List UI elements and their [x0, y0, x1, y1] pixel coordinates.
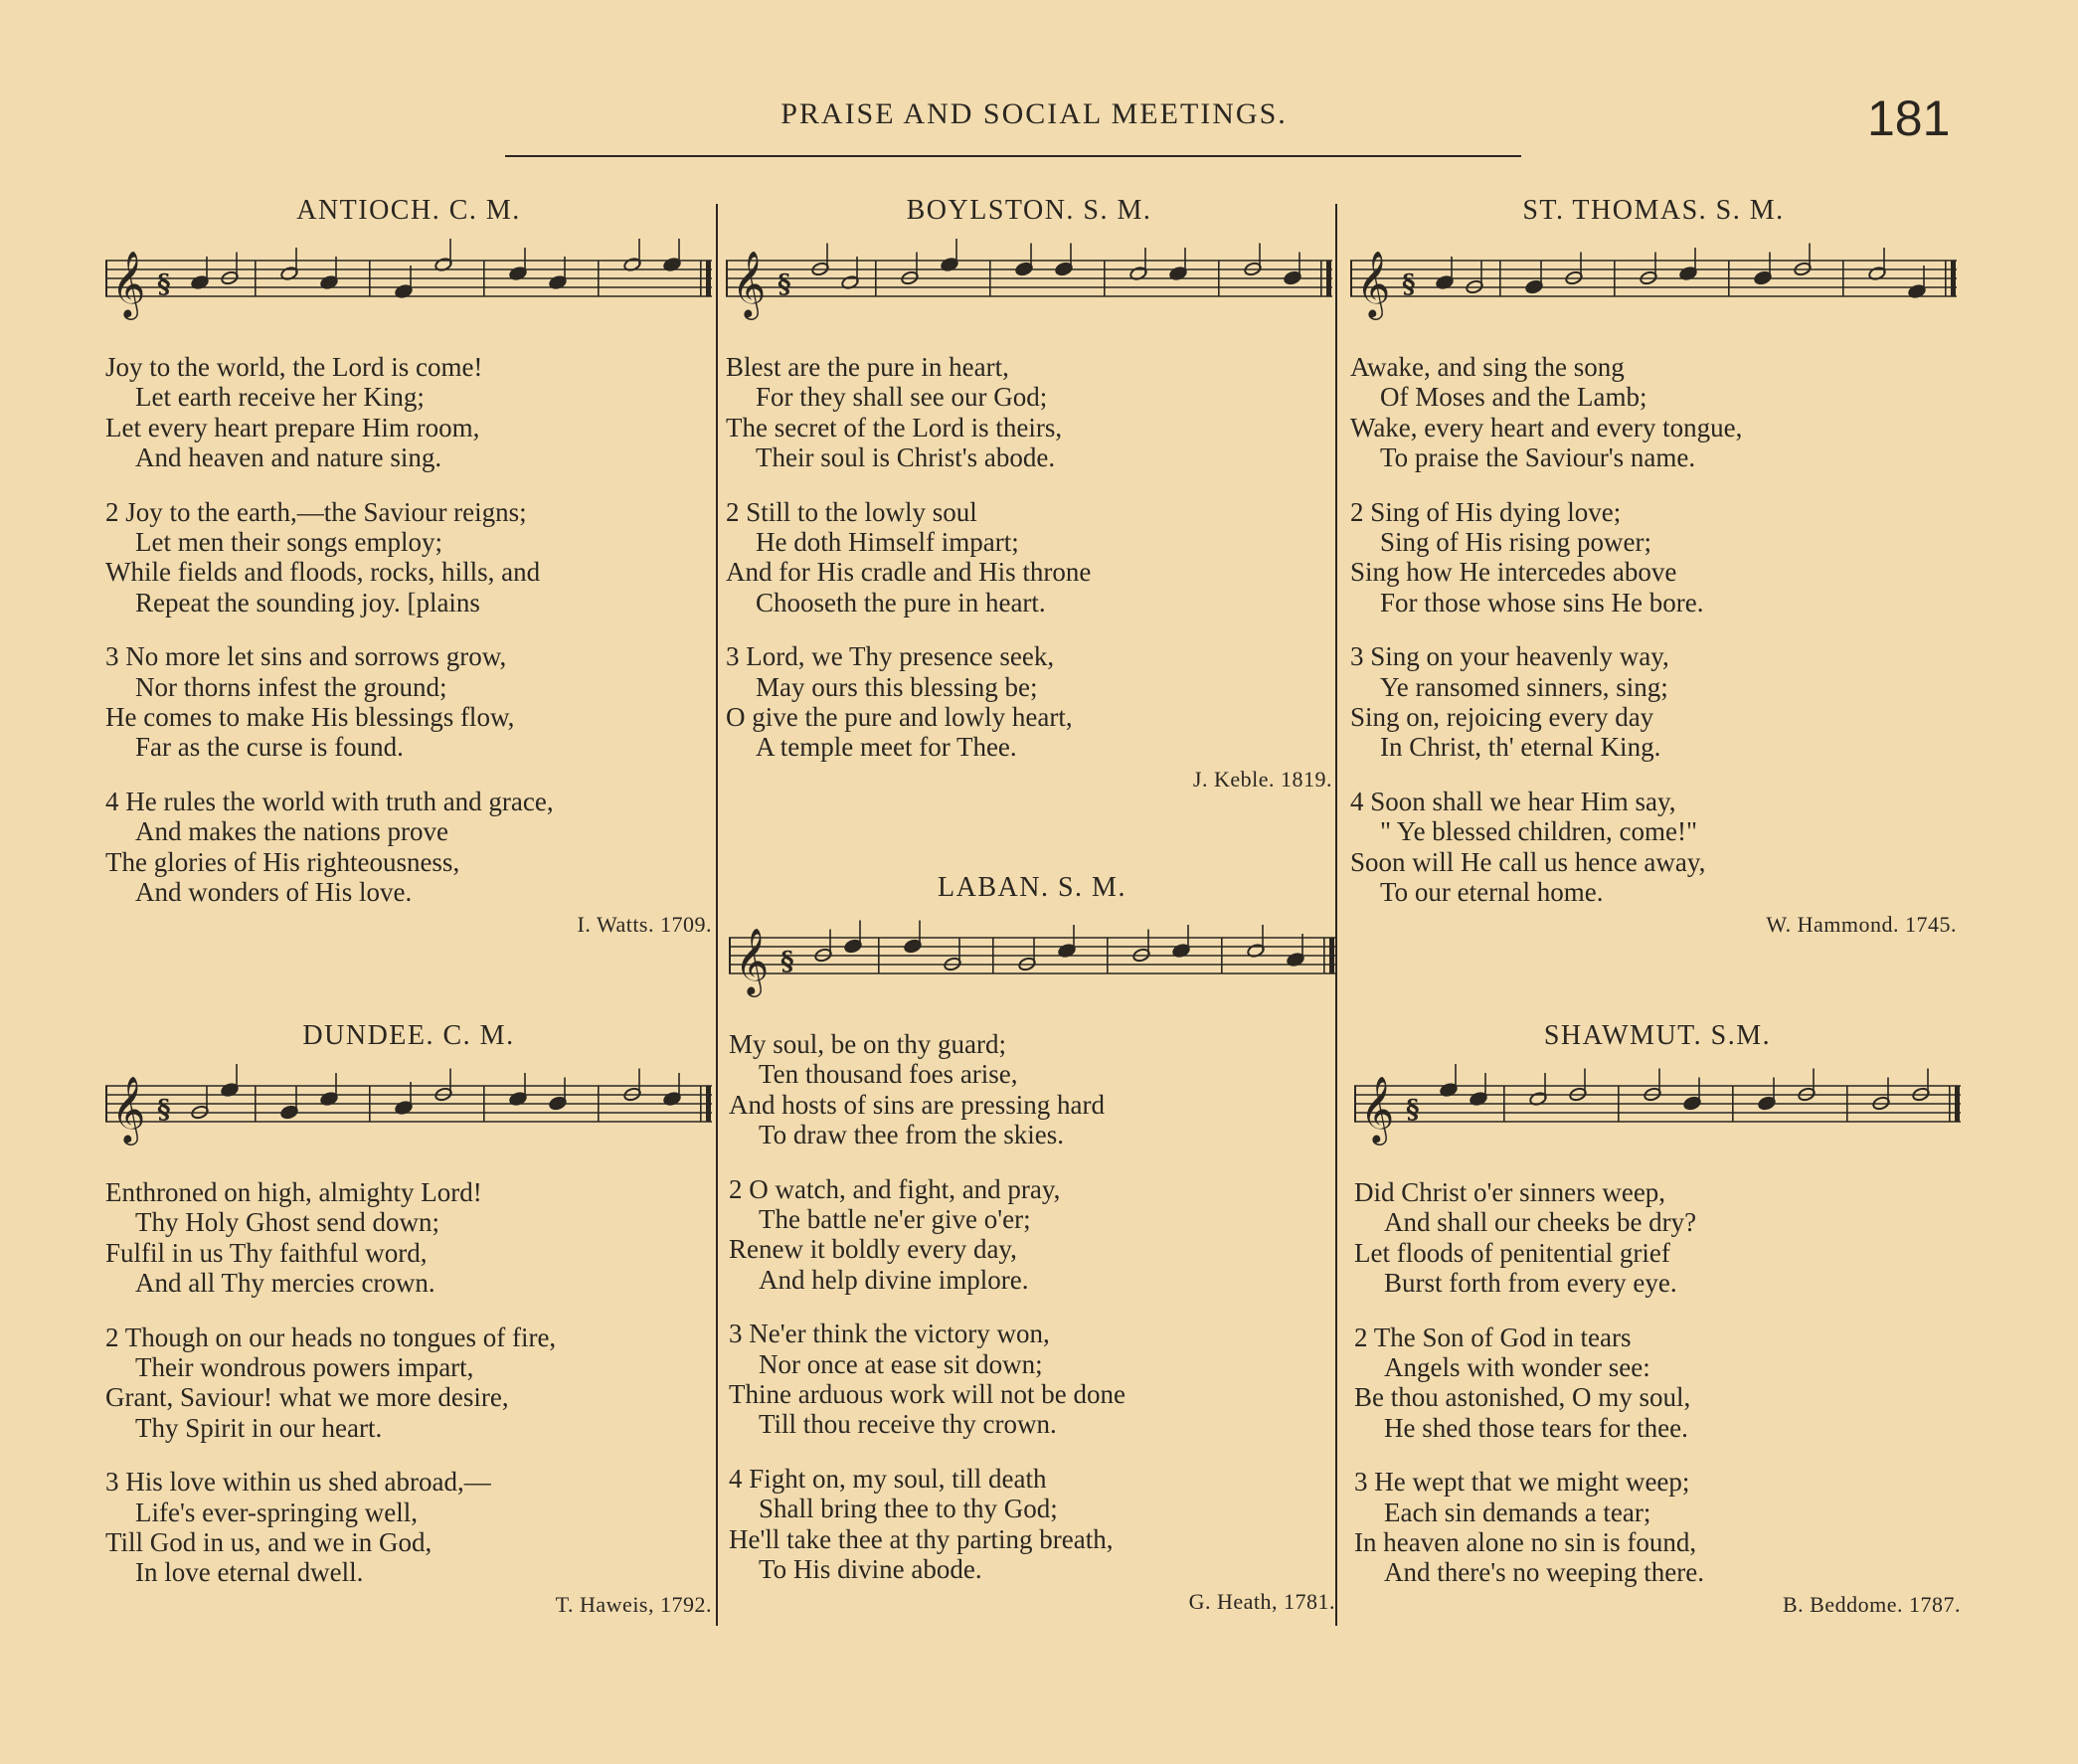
verse-line: May ours this blessing be;: [756, 671, 1038, 702]
author-attribution: G. Heath, 1781.: [1188, 1588, 1335, 1614]
tune-title: ST. THOMAS. S. M.: [1522, 195, 1785, 226]
hymn-text: [1354, 1177, 1961, 1588]
verse-line: Enthroned on high, almighty Lord!: [105, 1177, 482, 1207]
svg-text:§: §: [157, 1095, 171, 1125]
verse-line: And shall our cheeks be dry?: [1384, 1207, 1697, 1238]
verse-line: Thy Spirit in our heart.: [135, 1412, 383, 1443]
verse-line: Their wondrous powers impart,: [135, 1352, 474, 1383]
treble-clef-icon: 𝄞: [1360, 1075, 1395, 1143]
verse-line: The glories of His righteousness,: [105, 846, 460, 877]
verse-line: For they shall see our God;: [756, 382, 1048, 413]
music-staff-icon: [726, 249, 1332, 316]
verse-line: And heaven and nature sing.: [135, 442, 442, 473]
verse: [1350, 641, 1957, 763]
verse-line: 3 He wept that we might weep;: [1354, 1467, 1690, 1498]
verse: [729, 1319, 1335, 1440]
verse-line: " Ye blessed children, come!": [1380, 816, 1697, 847]
verse-line: The battle ne'er give o'er;: [759, 1204, 1031, 1235]
verse-line: Sing on, rejoicing every day: [1350, 702, 1654, 733]
hymn-text: [105, 352, 712, 908]
hymn-laban: [729, 868, 1335, 1615]
verse: [105, 787, 712, 908]
music-staff: [729, 926, 1335, 993]
page-number: 181: [1867, 90, 1951, 146]
music-staff-icon: [1350, 249, 1957, 316]
verse-line: He doth Himself impart;: [756, 527, 1019, 558]
verse-line: Sing how He intercedes above: [1350, 557, 1677, 588]
verse-line: Be thou astonished, O my soul,: [1354, 1382, 1691, 1413]
author-attribution: I. Watts. 1709.: [577, 911, 712, 937]
verse: [1354, 1177, 1961, 1299]
verse: [729, 1464, 1335, 1585]
tune-title: BOYLSTON. S. M.: [906, 195, 1152, 226]
verse: [105, 641, 712, 763]
verse-line: Their soul is Christ's abode.: [756, 442, 1056, 473]
verse-line: And all Thy mercies crown.: [135, 1268, 435, 1299]
treble-clef-icon: 𝄞: [735, 927, 770, 994]
music-staff-icon: [105, 1074, 712, 1142]
verse-line: 3 His love within us shed abroad,—: [105, 1467, 491, 1498]
music-staff: [1350, 249, 1957, 316]
verse-line: Till God in us, and we in God,: [105, 1527, 433, 1558]
hymn-text: [1350, 352, 1957, 908]
verse-line: 4 He rules the world with truth and grace,: [105, 786, 554, 816]
hymn-boylston: [726, 191, 1332, 793]
verse-line: Angels with wonder see:: [1384, 1352, 1650, 1383]
header-rule: [505, 155, 1521, 157]
verse-line: Let every heart prepare Him room,: [105, 412, 480, 442]
svg-text:§: §: [1402, 269, 1416, 299]
verse-line: He shed those tears for thee.: [1384, 1412, 1688, 1443]
music-staff: [1354, 1074, 1961, 1142]
verse: [105, 352, 712, 473]
tune-title: LABAN. S. M.: [938, 872, 1126, 903]
verse-line: 3 No more let sins and sorrows grow,: [105, 641, 507, 672]
verse-line: And wonders of His love.: [135, 877, 413, 908]
verse-line: Let men their songs employ;: [135, 527, 442, 558]
verse-line: Awake, and sing the song: [1350, 352, 1625, 382]
running-head: PRAISE AND SOCIAL MEETINGS.: [780, 97, 1288, 130]
treble-clef-icon: 𝄞: [1356, 250, 1391, 317]
verse-line: 2 The Son of God in tears: [1354, 1322, 1632, 1352]
verse: [729, 1174, 1335, 1296]
verse-line: And for His cradle and His throne: [726, 557, 1092, 588]
hymn-st-thomas: [1350, 191, 1957, 938]
svg-text:§: §: [778, 269, 791, 299]
verse-line: Let earth receive her King;: [135, 382, 425, 413]
verse-line: Thy Holy Ghost send down;: [135, 1207, 439, 1238]
svg-text:§: §: [1406, 1095, 1420, 1125]
hymn-text: [105, 1177, 712, 1588]
verse-line: 2 Sing of His dying love;: [1350, 496, 1622, 527]
verse-line: Blest are the pure in heart,: [726, 352, 1009, 382]
verse-line: The secret of the Lord is theirs,: [726, 412, 1063, 442]
verse-line: Fulfil in us Thy faithful word,: [105, 1237, 428, 1268]
music-staff-icon: [729, 926, 1335, 993]
verse-line: Repeat the sounding joy. [plains: [135, 587, 480, 617]
verse-line: To draw thee from the skies.: [759, 1120, 1065, 1150]
verse-line: 2 O watch, and fight, and pray,: [729, 1173, 1061, 1204]
verse-line: O give the pure and lowly heart,: [726, 702, 1073, 733]
verse-line: Grant, Saviour! what we more desire,: [105, 1382, 509, 1413]
verse-line: Ye ransomed sinners, sing;: [1380, 671, 1668, 702]
verse-line: 3 Lord, we Thy presence seek,: [726, 641, 1055, 672]
verse: [1354, 1467, 1961, 1588]
verse-line: To His divine abode.: [759, 1554, 982, 1585]
verse: [726, 352, 1332, 473]
verse: [1354, 1323, 1961, 1444]
verse-line: 3 Ne'er think the victory won,: [729, 1319, 1050, 1349]
music-staff: [726, 249, 1332, 316]
verse-line: A temple meet for Thee.: [756, 732, 1017, 763]
verse-line: Far as the curse is found.: [135, 732, 404, 763]
verse-line: In Christ, th' eternal King.: [1380, 732, 1661, 763]
verse-line: He'll take thee at thy parting breath,: [729, 1523, 1114, 1554]
verse: [729, 1029, 1335, 1150]
verse-line: Ten thousand foes arise,: [759, 1059, 1018, 1090]
author-attribution: B. Beddome. 1787.: [1783, 1591, 1961, 1617]
tune-title: DUNDEE. C. M.: [302, 1020, 515, 1051]
music-staff-icon: [1354, 1074, 1961, 1142]
verse-line: 2 Though on our heads no tongues of fire,: [105, 1322, 557, 1352]
verse-line: 2 Joy to the earth,—the Saviour reigns;: [105, 496, 527, 527]
verse: [1350, 497, 1957, 618]
verse-line: To our eternal home.: [1380, 877, 1604, 908]
verse-line: Let floods of penitential grief: [1354, 1237, 1670, 1268]
treble-clef-icon: 𝄞: [111, 1075, 146, 1143]
verse-line: Burst forth from every eye.: [1384, 1268, 1677, 1299]
verse-line: In heaven alone no sin is found,: [1354, 1527, 1697, 1558]
column-divider-right: [1335, 204, 1337, 1626]
verse-line: Soon will He call us hence away,: [1350, 846, 1706, 877]
verse-line: For those whose sins He bore.: [1380, 587, 1704, 617]
verse: [1350, 787, 1957, 908]
author-attribution: J. Keble. 1819.: [1192, 766, 1332, 792]
verse-line: Each sin demands a tear;: [1384, 1497, 1651, 1527]
author-attribution: W. Hammond. 1745.: [1766, 911, 1957, 937]
verse: [105, 1323, 712, 1444]
svg-text:§: §: [157, 269, 171, 299]
verse-line: Shall bring thee to thy God;: [759, 1494, 1058, 1524]
treble-clef-icon: 𝄞: [111, 250, 146, 317]
verse-line: 3 Sing on your heavenly way,: [1350, 641, 1669, 672]
hymn-antioch: [105, 191, 712, 938]
verse-line: Sing of His rising power;: [1380, 527, 1651, 558]
svg-text:§: §: [780, 947, 794, 976]
verse-line: And makes the nations prove: [135, 816, 448, 847]
verse-line: Chooseth the pure in heart.: [756, 587, 1046, 617]
verse-line: 4 Soon shall we hear Him say,: [1350, 786, 1676, 816]
music-staff-icon: [105, 249, 712, 316]
treble-clef-icon: 𝄞: [732, 250, 767, 317]
author-attribution: T. Haweis, 1792.: [555, 1591, 712, 1617]
verse-line: 2 Still to the lowly soul: [726, 496, 977, 527]
hymn-shawmut: [1354, 1016, 1961, 1618]
verse-line: To praise the Saviour's name.: [1380, 442, 1696, 473]
hymn-dundee: [105, 1016, 712, 1618]
tune-title: SHAWMUT. S.M.: [1543, 1020, 1772, 1051]
hymn-text: [729, 1029, 1335, 1585]
music-staff: [105, 1074, 712, 1142]
verse: [726, 641, 1332, 763]
verse-line: Nor thorns infest the ground;: [135, 671, 447, 702]
verse-line: Renew it boldly every day,: [729, 1234, 1017, 1265]
verse-line: In love eternal dwell.: [135, 1557, 364, 1588]
hymn-text: [726, 352, 1332, 763]
verse-line: 4 Fight on, my soul, till death: [729, 1463, 1047, 1494]
verse-line: And hosts of sins are pressing hard: [729, 1089, 1105, 1120]
verse-line: My soul, be on thy guard;: [729, 1029, 1006, 1059]
verse: [105, 1177, 712, 1299]
music-staff: [105, 249, 712, 316]
verse-line: And there's no weeping there.: [1384, 1557, 1705, 1588]
verse-line: Joy to the world, the Lord is come!: [105, 352, 483, 382]
verse-line: Nor once at ease sit down;: [759, 1348, 1043, 1379]
verse: [1350, 352, 1957, 473]
verse-line: Life's ever-springing well,: [135, 1497, 418, 1527]
verse-line: While fields and floods, rocks, hills, and: [105, 557, 541, 588]
verse-line: Wake, every heart and every tongue,: [1350, 412, 1743, 442]
verse-line: Did Christ o'er sinners weep,: [1354, 1177, 1666, 1207]
verse-line: Thine arduous work will not be done: [729, 1379, 1126, 1410]
tune-title: ANTIOCH. C. M.: [296, 195, 521, 226]
verse: [105, 1467, 712, 1588]
verse: [726, 497, 1332, 618]
verse-line: Till thou receive thy crown.: [759, 1409, 1057, 1440]
verse: [105, 497, 712, 618]
verse-line: And help divine implore.: [759, 1264, 1029, 1295]
verse-line: He comes to make His blessings flow,: [105, 702, 515, 733]
column-divider-left: [716, 204, 718, 1626]
verse-line: Of Moses and the Lamb;: [1380, 382, 1647, 413]
